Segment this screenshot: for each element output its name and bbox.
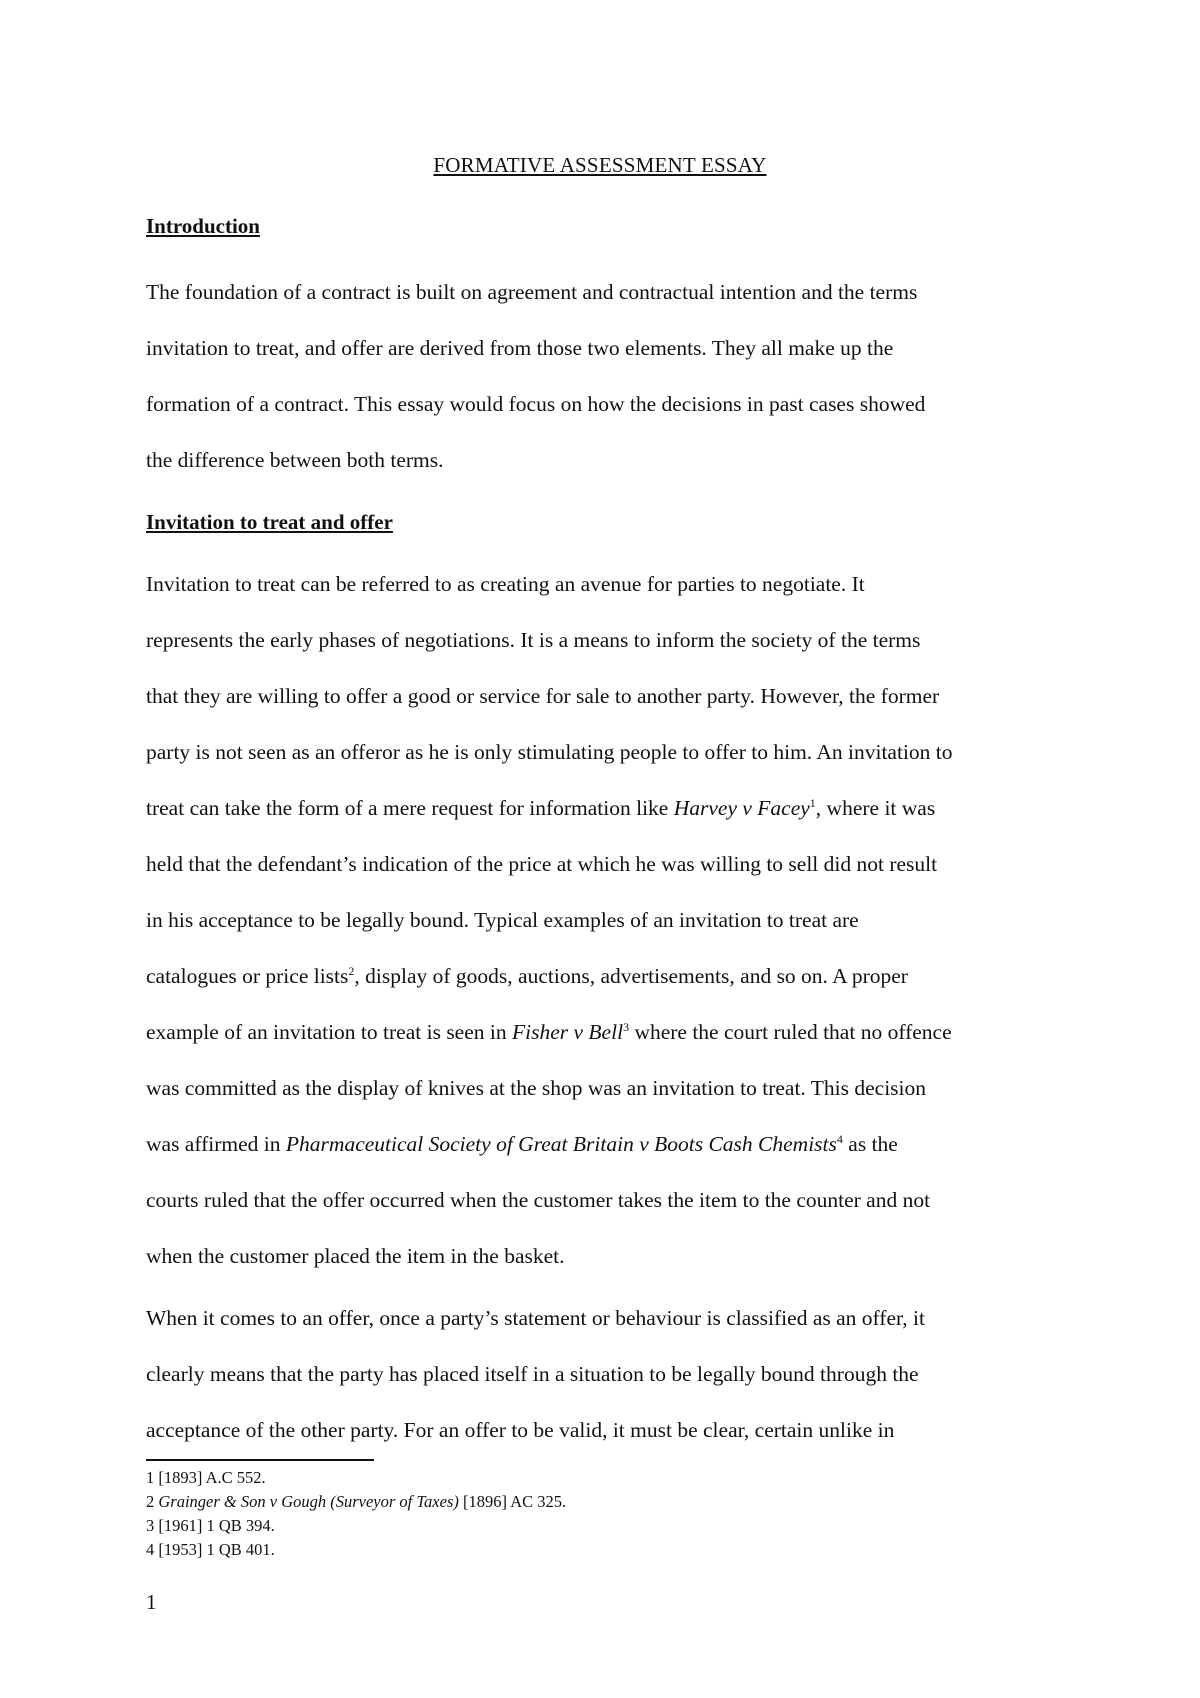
case-name: Fisher v Bell (512, 1020, 624, 1044)
text-run: as the (842, 1132, 898, 1156)
text-run: , where it was (815, 796, 936, 820)
paragraph-line: acceptance of the other party. For an offer to be valid, it must be clear, certain unlike in (146, 1418, 895, 1442)
footnote-3: 3 [1961] 1 QB 394. (146, 1516, 275, 1535)
text-run: was affirmed in (146, 1132, 286, 1156)
paragraph-line: in his acceptance to be legally bound. Typical examples of an invitation to treat are (146, 908, 859, 932)
paragraph-line (146, 1131, 898, 1156)
footnote-ref: 4 (836, 1131, 843, 1146)
footnote-ref: 3 (623, 1019, 630, 1034)
footnote-ref: 2 (348, 963, 355, 978)
footnote-4: 4 [1953] 1 QB 401. (146, 1540, 275, 1559)
paragraph-line: When it comes to an offer, once a party’s statement or behaviour is classified as an offer, it (146, 1306, 925, 1330)
footnote-1: 1 [1893] A.C 552. (146, 1468, 266, 1487)
page-number: 1 (146, 1590, 157, 1614)
footnote-2 (146, 1494, 566, 1511)
paragraph-line (146, 963, 908, 988)
paragraph-line: invitation to treat, and offer are derived from those two elements. They all make up the (146, 336, 894, 360)
paragraph-line: was committed as the display of knives at the shop was an invitation to treat. This decision (146, 1076, 927, 1100)
heading-introduction: Introduction (146, 214, 260, 238)
text-run: catalogues or price lists (146, 964, 349, 988)
document-title: FORMATIVE ASSESSMENT ESSAY (433, 153, 767, 177)
paragraph-line: that they are willing to offer a good or service for sale to another party. However, the former (146, 684, 940, 708)
paragraph-line: Invitation to treat can be referred to as creating an avenue for parties to negotiate. It (146, 572, 865, 596)
text-run: [1896] AC 325. (458, 1492, 567, 1511)
paragraph-line: The foundation of a contract is built on agreement and contractual intention and the terms (146, 280, 918, 304)
case-name: Grainger & Son v Gough (Surveyor of Taxes) (158, 1492, 459, 1511)
paragraph-line (146, 795, 936, 820)
paragraph-line: represents the early phases of negotiations. It is a means to inform the society of the terms (146, 628, 921, 652)
paragraph-line: the difference between both terms. (146, 448, 444, 472)
paragraph-line: when the customer placed the item in the basket. (146, 1244, 565, 1268)
paragraph-line: formation of a contract. This essay would focus on how the decisions in past cases showed (146, 392, 926, 416)
text-run: 2 (146, 1492, 159, 1511)
case-name: Pharmaceutical Society of Great Britain v Boots Cash Chemists (285, 1132, 837, 1156)
footnote-ref: 1 (809, 795, 816, 810)
footnote-separator (146, 1459, 374, 1461)
case-name: Harvey v Facey (673, 796, 810, 820)
paragraph-line (146, 1019, 952, 1044)
text-run: , display of goods, auctions, advertisements, and so on. A proper (354, 964, 908, 988)
paragraph-line: clearly means that the party has placed itself in a situation to be legally bound through the (146, 1362, 919, 1386)
paragraph-line: courts ruled that the offer occurred when the customer takes the item to the counter and not (146, 1188, 931, 1212)
text-run: treat can take the form of a mere request for information like (146, 796, 674, 820)
paragraph-line: held that the defendant’s indication of the price at which he was willing to sell did not result (146, 852, 938, 876)
heading-invitation-to-treat: Invitation to treat and offer (146, 510, 393, 534)
text-run: where the court ruled that no offence (629, 1020, 952, 1044)
paragraph-line: party is not seen as an offeror as he is only stimulating people to offer to him. An invitation to (146, 740, 953, 764)
text-run: example of an invitation to treat is seen in (146, 1020, 512, 1044)
